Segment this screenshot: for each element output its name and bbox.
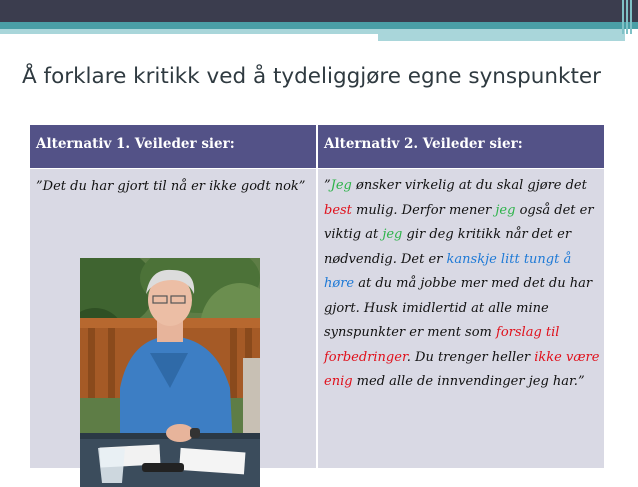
comparison-table <box>30 125 604 468</box>
top-bar-teal-light <box>0 29 378 34</box>
corner-decoration <box>622 0 638 34</box>
quote-alternative-2 <box>318 169 604 395</box>
quote-text: med alle de innvendinger jeg har.” <box>352 374 585 389</box>
quote-highlight-green: jeg <box>382 227 403 242</box>
quote-highlight-red: best <box>324 202 352 218</box>
top-bar-dark <box>0 0 638 22</box>
top-bar-right-block <box>378 29 625 41</box>
quote-text: . Du trenger heller <box>406 349 535 365</box>
quote-highlight-green: Jeg <box>330 178 352 193</box>
quote-text: ønsker virkelig at du skal gjøre det <box>351 178 587 193</box>
quote-text: også det er viktig at <box>324 202 594 242</box>
quote-text: at du må jobbe mer med det du har gjort. Husk imidlertid at alle mine synspunkter er ment som <box>324 276 593 340</box>
header-alternative-1: Alternativ 1. Veileder sier: <box>30 125 316 168</box>
quote-highlight-red: ikke være enig <box>324 349 600 389</box>
cell-alternative-1 <box>30 169 316 468</box>
header-alternative-2: Alternativ 2. Veileder sier: <box>318 125 604 168</box>
quote-text: ” <box>324 178 331 193</box>
quote-text: mulig. Derfor mener <box>351 202 496 218</box>
quote-highlight-green: jeg <box>495 202 516 218</box>
top-bar-teal <box>0 22 638 29</box>
supervisor-photo <box>80 258 260 487</box>
quote-highlight-blue: kanskje litt tungt å høre <box>324 251 572 291</box>
quote-text: gir deg kritikk når det er nødvendig. Det er <box>324 227 572 267</box>
photo-illustration <box>80 258 260 487</box>
slide-title: Å forklare kritikk ved å tydeliggjøre egne synspunkter <box>22 64 601 89</box>
quote-highlight-red: forslag til forbedringer <box>324 325 560 365</box>
quote-alternative-1: ”Det du har gjort til nå er ikke godt nok” <box>36 179 306 194</box>
cell-alternative-2 <box>318 169 604 468</box>
